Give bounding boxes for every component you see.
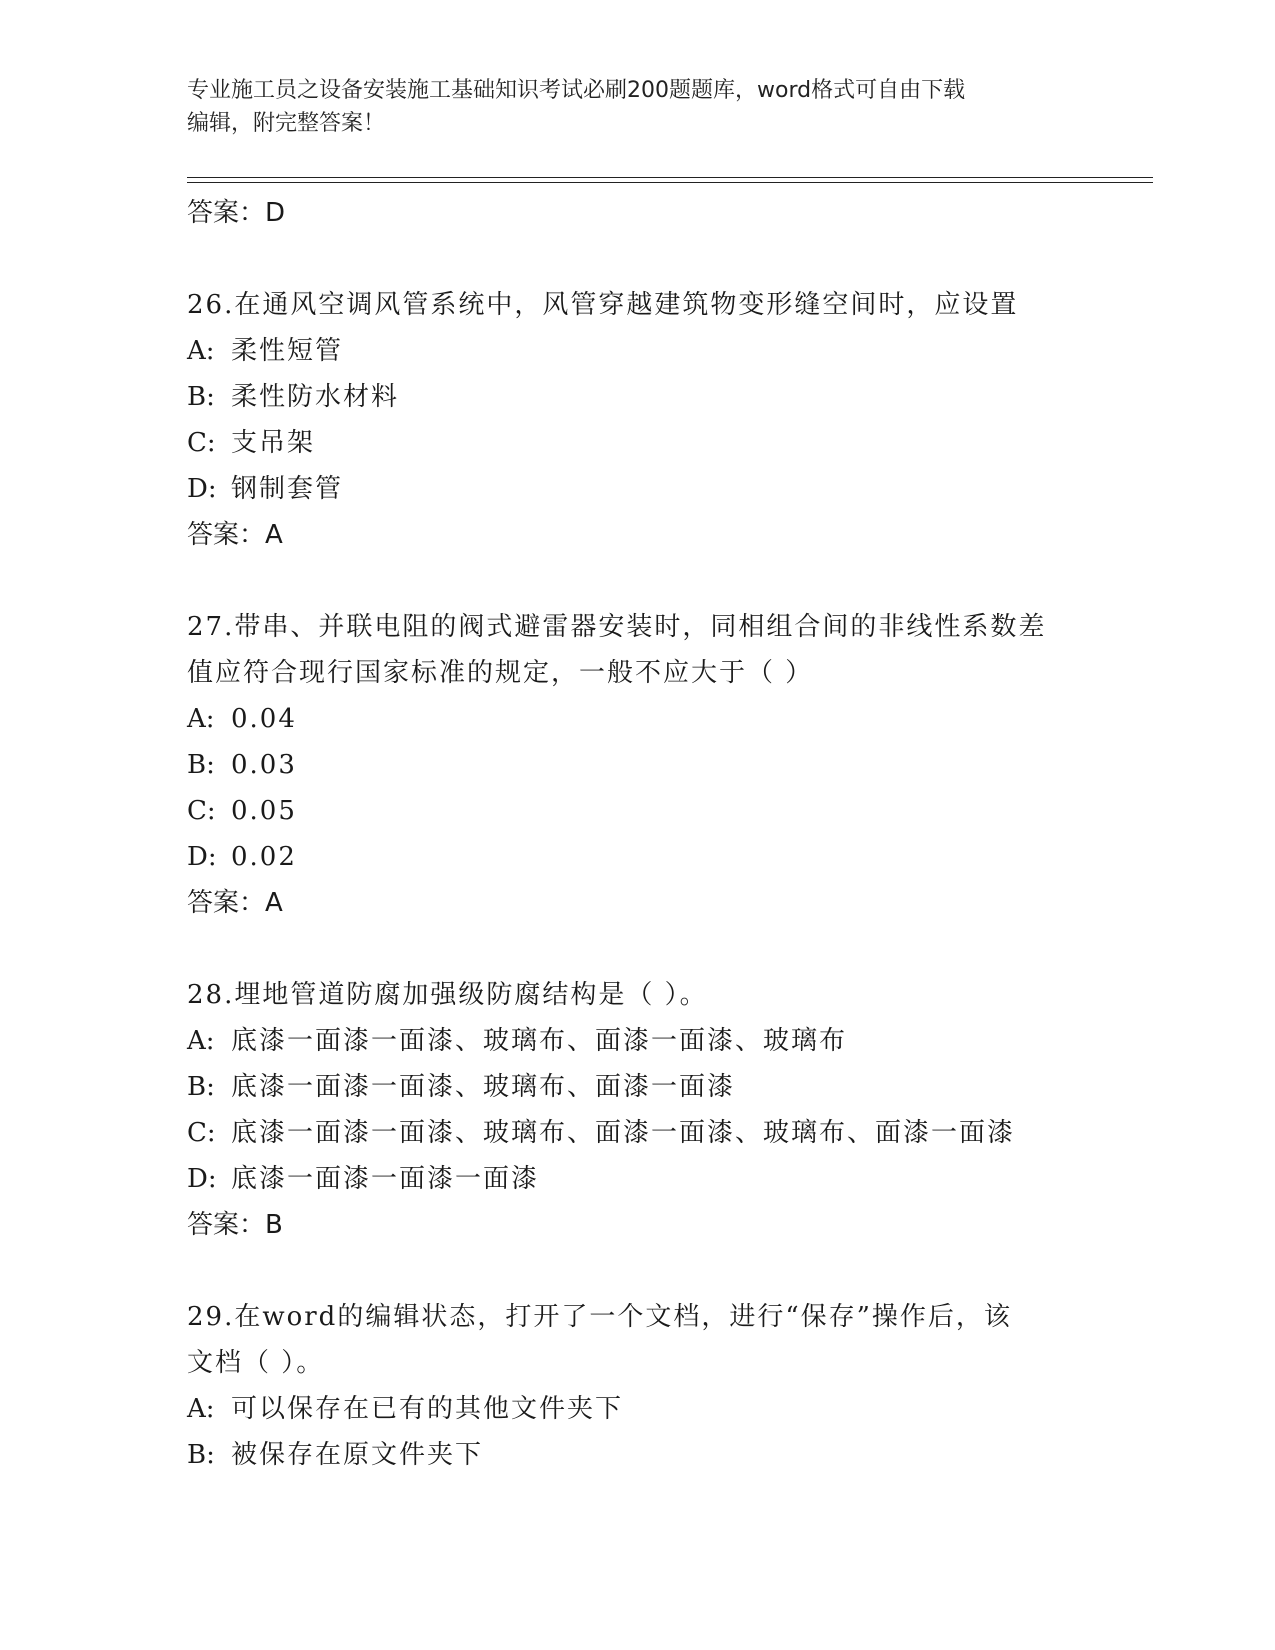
answer-value: D (265, 198, 286, 228)
spacer (187, 926, 1117, 972)
spacer (187, 558, 1117, 604)
option-d (187, 834, 1117, 880)
option-letter: A: (187, 336, 215, 366)
option-letter: B: (187, 1440, 215, 1470)
header-divider-bottom (187, 182, 1153, 183)
question-stem (187, 604, 1117, 696)
option-text: 底漆一面漆一面漆、玻璃布、面漆一面漆、玻璃布、面漆一面漆 (231, 1118, 1016, 1148)
question-stem-line: 26.在通风空调风管系统中，风管穿越建筑物变形缝空间时，应设置 (187, 290, 1019, 320)
answer-value: B (265, 1210, 283, 1240)
answer-label: 答案： (187, 1210, 266, 1240)
option-letter: D: (187, 842, 217, 872)
option-text: 底漆一面漆一面漆、玻璃布、面漆一面漆、玻璃布 (231, 1026, 848, 1056)
option-d (187, 466, 1117, 512)
option-letter: A: (187, 704, 215, 734)
option-text: 0.05 (231, 796, 297, 826)
option-letter: D: (187, 1164, 217, 1194)
option-text: 0.02 (231, 842, 297, 872)
option-letter: C: (187, 428, 216, 458)
option-letter: C: (187, 796, 216, 826)
option-text: 柔性防水材料 (231, 382, 400, 412)
option-b (187, 1064, 1117, 1110)
option-c (187, 420, 1117, 466)
question-stem (187, 282, 1117, 328)
option-letter: D: (187, 474, 217, 504)
option-b (187, 742, 1117, 788)
answer-value: A (265, 520, 283, 550)
option-text: 0.03 (231, 750, 297, 780)
answer-value: A (265, 888, 283, 918)
answer-label: 答案： (187, 198, 266, 228)
page-header (187, 74, 1067, 140)
option-text: 被保存在原文件夹下 (231, 1440, 484, 1470)
option-text: 可以保存在已有的其他文件夹下 (231, 1394, 624, 1424)
option-b (187, 374, 1117, 420)
question-content (187, 190, 1117, 1478)
option-letter: B: (187, 750, 215, 780)
option-b (187, 1432, 1117, 1478)
option-text: 钢制套管 (231, 474, 344, 504)
option-a (187, 1018, 1117, 1064)
option-a (187, 1386, 1117, 1432)
option-letter: B: (187, 1072, 215, 1102)
spacer (187, 236, 1117, 282)
question-stem-line: 28.埋地管道防腐加强级防腐结构是（ ）。 (187, 980, 708, 1010)
option-text: 底漆一面漆一面漆一面漆 (231, 1164, 540, 1194)
option-a (187, 328, 1117, 374)
option-text: 支吊架 (231, 428, 316, 458)
option-letter: A: (187, 1026, 215, 1056)
question-stem (187, 972, 1117, 1018)
option-letter: C: (187, 1118, 216, 1148)
question-stem-line: 值应符合现行国家标准的规定，一般不应大于（ ） (187, 658, 814, 688)
spacer (187, 1248, 1117, 1294)
option-text: 0.04 (231, 704, 297, 734)
header-line-2: 编辑，附完整答案！ (187, 111, 386, 136)
option-d (187, 1156, 1117, 1202)
option-letter: A: (187, 1394, 215, 1424)
question-stem-line: 29.在word的编辑状态，打开了一个文档，进行“保存”操作后，该 (187, 1302, 1012, 1332)
header-divider-top (187, 177, 1153, 178)
option-text: 底漆一面漆一面漆、玻璃布、面漆一面漆 (231, 1072, 736, 1102)
answer-label: 答案： (187, 520, 266, 550)
question-stem-line: 27.带串、并联电阻的阀式避雷器安装时，同相组合间的非线性系数差 (187, 612, 1047, 642)
question-stem (187, 1294, 1117, 1386)
answer-line (187, 512, 1117, 558)
option-c (187, 1110, 1117, 1156)
option-text: 柔性短管 (231, 336, 344, 366)
answer-line (187, 1202, 1117, 1248)
answer-label: 答案： (187, 888, 266, 918)
option-a (187, 696, 1117, 742)
option-letter: B: (187, 382, 215, 412)
option-c (187, 788, 1117, 834)
answer-line (187, 190, 1117, 236)
question-stem-line: 文档（ ）。 (187, 1348, 325, 1378)
header-line-1: 专业施工员之设备安装施工基础知识考试必刷200题题库，word格式可自由下载 (187, 78, 966, 103)
answer-line (187, 880, 1117, 926)
